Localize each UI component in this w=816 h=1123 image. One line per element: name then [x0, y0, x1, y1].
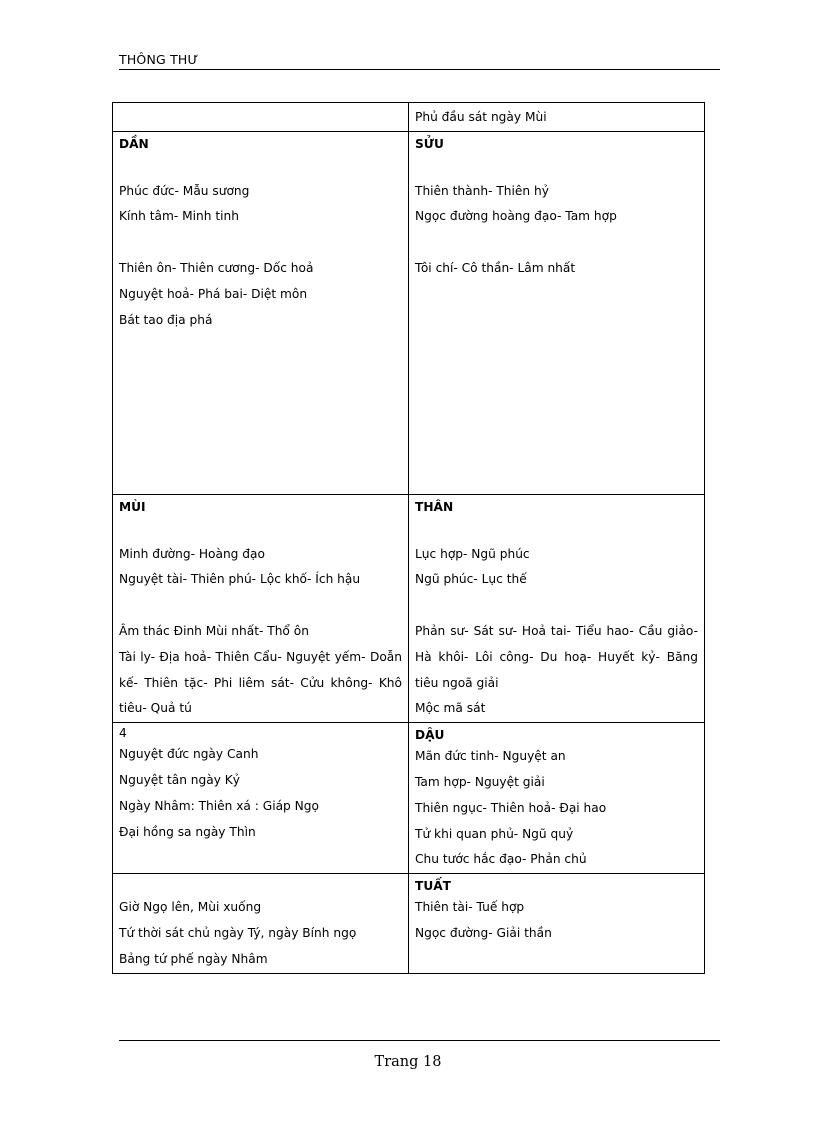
- note-line: Phủ đầu sát ngày Mùi: [415, 110, 547, 124]
- cell-title: DẦN: [119, 136, 149, 151]
- list-item: Kính tâm- Minh tinh: [119, 209, 239, 224]
- list-item: Đại hồng sa ngày Thìn: [119, 824, 256, 839]
- list-item: Tử khi quan phủ- Ngũ quỷ: [415, 826, 574, 841]
- list-item: Nguyệt hoả- Phá bai- Diệt môn: [119, 286, 308, 301]
- page-number: Trang 18: [374, 1054, 442, 1070]
- header-rule: [119, 69, 720, 70]
- cell-tuat: [409, 874, 705, 974]
- list-item: Chu tước hắc đạo- Phản chủ: [415, 852, 587, 867]
- list-item: Nguyệt tài- Thiên phú- Lộc khố- Ích hậu: [119, 572, 361, 587]
- cell-dau: [409, 723, 705, 874]
- paragraph: Tài ly- Địa hoả- Thiên Cẩu- Nguyệt yếm- Doẫn kế- Thiên tặc- Phi liêm sát- Cửu không- Khô tiêu- Quả tú: [119, 649, 402, 716]
- empty-cell: [113, 103, 409, 132]
- list-item: Nguyệt đức ngày Canh: [119, 747, 259, 762]
- list-item: Âm thác Đinh Mùi nhất- Thổ ôn: [119, 623, 309, 638]
- list-item: Thiên tài- Tuế hợp: [415, 900, 525, 915]
- cell-suu: [409, 131, 705, 494]
- list-item: Thiên ngục- Thiên hoả- Đại hao: [415, 800, 607, 815]
- list-item: Minh đường- Hoàng đạo: [119, 546, 265, 561]
- table-row: [113, 494, 705, 722]
- list-item: Mãn đức tinh- Nguyệt an: [415, 749, 566, 764]
- almanac-table: [112, 102, 705, 974]
- cell-title: DẬU: [415, 728, 445, 743]
- list-item: Ngọc đường- Giải thần: [415, 925, 552, 940]
- cell-four: [113, 723, 409, 874]
- cell-note: [409, 103, 705, 132]
- list-item: Thiên thành- Thiên hỷ: [415, 183, 549, 198]
- list-item: Phúc đức- Mẫu sương: [119, 183, 250, 198]
- list-item: Mộc mã sát: [415, 701, 486, 716]
- list-item: Thiên ôn- Thiên cương- Dốc hoả: [119, 260, 314, 275]
- paragraph: Phản sư- Sát sư- Hoả tai- Tiểu hao- Cầu giảo- Hà khôi- Lôi công- Du hoạ- Huyết kỷ- Băng tiêu ngoã giải: [415, 623, 698, 690]
- cell-mui: [113, 494, 409, 722]
- table-row: [113, 723, 705, 874]
- cell-title-empty: [119, 876, 402, 895]
- list-item: Nguyệt tân ngày Kỷ: [119, 772, 241, 787]
- list-item: Tam hợp- Nguyệt giải: [415, 774, 545, 789]
- list-item: Bảng tứ phế ngày Nhâm: [119, 951, 268, 966]
- list-item: Ngũ phúc- Lục thế: [415, 572, 527, 587]
- cell-hours: [113, 874, 409, 974]
- list-item: Tứ thời sát chủ ngày Tý, ngày Bính ngọ: [119, 925, 357, 940]
- cell-than: [409, 494, 705, 722]
- cell-title: TUẤT: [415, 879, 451, 894]
- list-item: Giờ Ngọ lên, Mùi xuống: [119, 900, 262, 915]
- footer-rule: [119, 1040, 720, 1041]
- list-item: Ngọc đường hoàng đạo- Tam hợp: [415, 209, 617, 224]
- list-item: Lục hợp- Ngũ phúc: [415, 546, 530, 561]
- list-item: Ngày Nhâm: Thiên xá : Giáp Ngọ: [119, 798, 319, 813]
- list-item: Bát tao địa phá: [119, 312, 213, 327]
- list-item: Tôi chí- Cô thần- Lâm nhất: [415, 260, 576, 275]
- cell-title: THÂN: [415, 499, 454, 514]
- cell-dan: [113, 131, 409, 494]
- cell-title: MÙI: [119, 499, 146, 514]
- table-row: [113, 103, 705, 132]
- table-row: [113, 131, 705, 494]
- cell-title: SỬU: [415, 136, 444, 151]
- running-header: THÔNG THƯ: [119, 52, 199, 67]
- cell-title: 4: [119, 726, 127, 741]
- table-row: [113, 874, 705, 974]
